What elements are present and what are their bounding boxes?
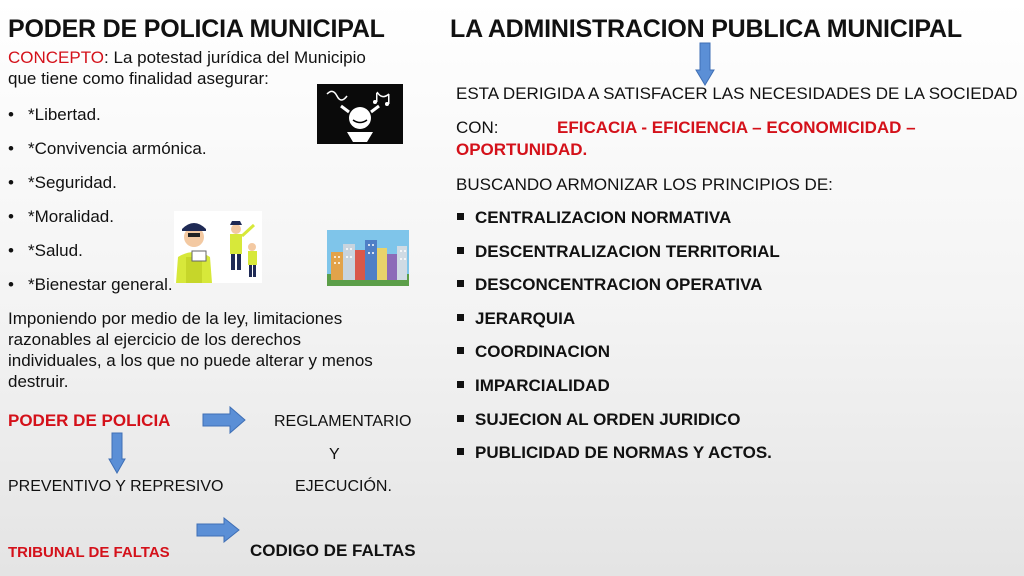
purpose-line: ESTA DERIGIDA A SATISFACER LAS NECESIDADES DE LA SOCIEDAD [456, 84, 1018, 103]
left-title: PODER DE POLICIA MUNICIPAL [8, 15, 385, 43]
buscando-line: BUSCANDO ARMONIZAR LOS PRINCIPIOS DE: [456, 175, 833, 194]
ejecucion-label: EJECUCIÓN. [295, 478, 392, 495]
concept-text: : La potestad jurídica del Municipio [104, 48, 366, 67]
list-item: • *Bienestar general. [8, 274, 207, 308]
tribunal-label: TRIBUNAL DE FALTAS [8, 544, 170, 561]
city-buildings-illustration-icon [327, 230, 409, 286]
list-item: IMPARCIALIDAD [456, 375, 780, 409]
noise-illustration-icon [317, 84, 403, 144]
paragraph-line: razonables al ejercicio de los derechos [8, 330, 301, 349]
concept-label: CONCEPTO [8, 48, 105, 67]
police-officers-illustration-icon [174, 211, 262, 283]
list-item: • *Libertad. [8, 104, 207, 138]
con-values-line-1: EFICACIA - EFICIENCIA – ECONOMICIDAD – [557, 118, 916, 137]
list-item: SUJECION AL ORDEN JURIDICO [456, 409, 780, 443]
paragraph-line: individuales, a los que no puede alterar y menos [8, 351, 373, 370]
right-arrow-icon [196, 517, 240, 543]
list-item: • *Convivencia armónica. [8, 138, 207, 172]
list-item: DESCENTRALIZACION TERRITORIAL [456, 241, 780, 275]
list-item: • *Moralidad. [8, 206, 207, 240]
list-item: • *Seguridad. [8, 172, 207, 206]
codigo-label: CODIGO DE FALTAS [250, 541, 416, 560]
list-item: JERARQUIA [456, 308, 780, 342]
list-item: • *Salud. [8, 240, 207, 274]
right-arrow-icon [202, 406, 246, 434]
paragraph-line: destruir. [8, 372, 69, 391]
con-label: CON: [456, 118, 499, 137]
list-item: PUBLICIDAD DE NORMAS Y ACTOS. [456, 442, 780, 476]
down-arrow-icon [695, 42, 715, 86]
preventivo-label: PREVENTIVO Y REPRESIVO [8, 478, 224, 495]
down-arrow-icon [108, 432, 126, 474]
limitations-paragraph [8, 308, 373, 392]
list-item: COORDINACION [456, 341, 780, 375]
con-values-line-2: OPORTUNIDAD. [456, 140, 588, 159]
paragraph-line: Imponiendo por medio de la ley, limitaciones [8, 309, 343, 328]
principles-list [456, 207, 780, 476]
right-title: LA ADMINISTRACION PUBLICA MUNICIPAL [450, 15, 962, 43]
list-item: CENTRALIZACION NORMATIVA [456, 207, 780, 241]
list-item: DESCONCENTRACION OPERATIVA [456, 274, 780, 308]
concept-line-2: que tiene como finalidad asegurar: [8, 69, 269, 88]
poder-policia-label: PODER DE POLICIA [8, 411, 171, 430]
y-connector: Y [329, 446, 340, 463]
concept-line-1 [8, 47, 366, 68]
reglamentario-label: REGLAMENTARIO [274, 413, 412, 430]
